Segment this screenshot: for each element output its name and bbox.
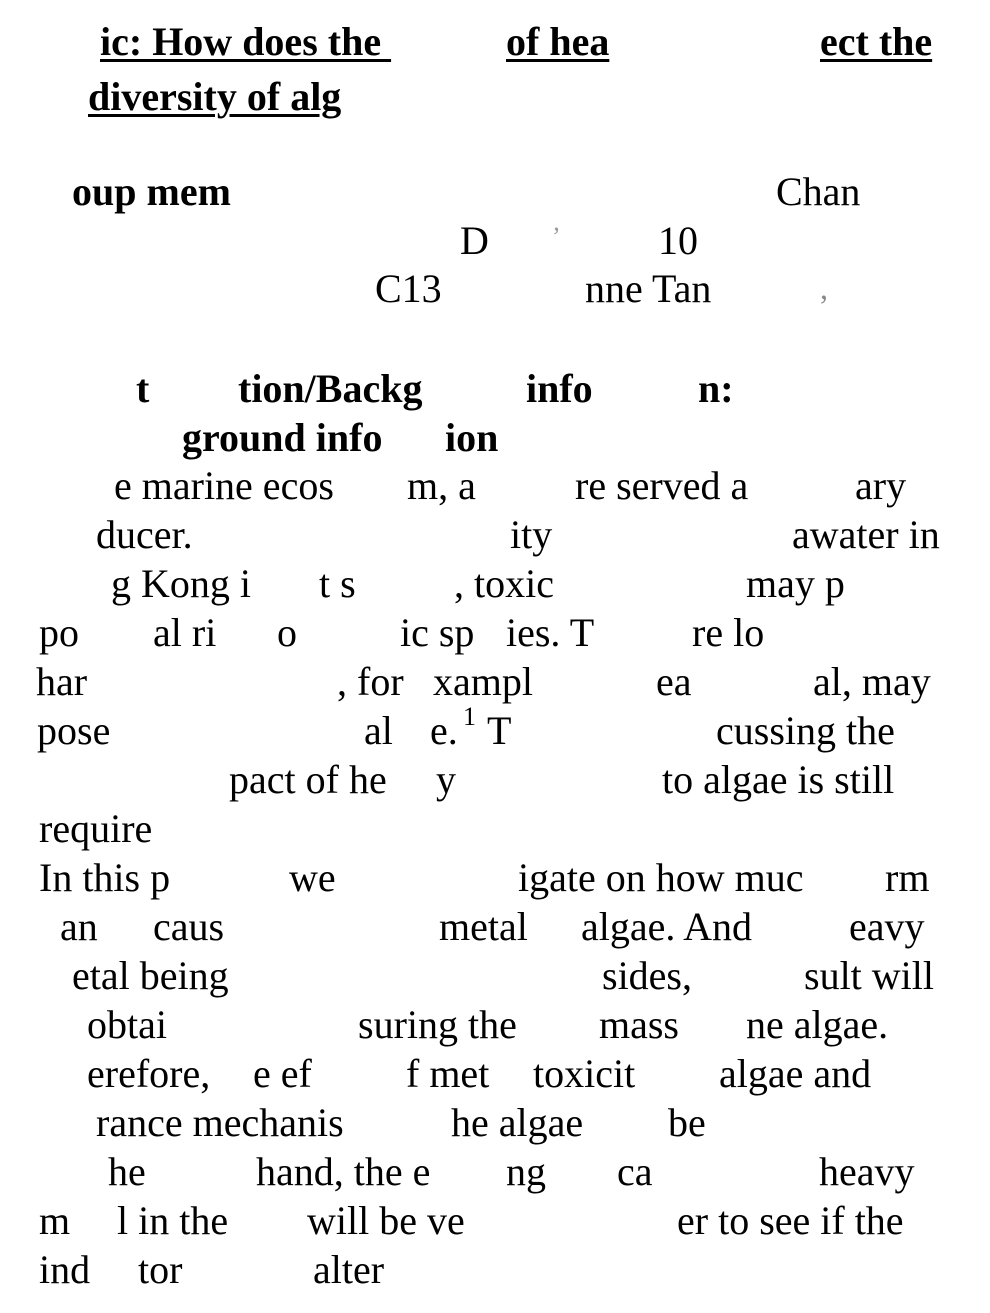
text-fragment: diversity of alg xyxy=(88,74,342,119)
text-fragment: ne algae. xyxy=(746,1002,889,1047)
text-fragment: rm xyxy=(885,855,930,900)
text-fragment: igate on how muc xyxy=(518,855,804,900)
text-fragment: caus xyxy=(153,904,225,949)
body-line xyxy=(0,461,990,510)
body-line xyxy=(0,1147,990,1196)
text-fragment: t xyxy=(136,366,150,411)
text-fragment: har xyxy=(36,659,88,704)
text-fragment: obtai xyxy=(87,1002,167,1047)
text-fragment: tion/Backg xyxy=(238,366,423,411)
text-fragment: ind xyxy=(39,1247,91,1292)
text-fragment: g Kong i xyxy=(111,561,251,606)
text-fragment: l in the xyxy=(117,1198,229,1243)
text-fragment: y xyxy=(436,757,456,802)
body-line xyxy=(0,804,990,853)
text-fragment: al, may xyxy=(813,659,931,704)
text-fragment: re served a xyxy=(575,463,749,508)
text-fragment: al ri xyxy=(153,610,217,655)
text-fragment: algae. And xyxy=(581,904,753,949)
body-line xyxy=(0,1049,990,1098)
text-fragment: sult will xyxy=(804,953,935,998)
text-fragment: awater in xyxy=(792,512,940,557)
text-fragment: D xyxy=(460,218,489,263)
text-fragment: require xyxy=(39,806,153,851)
text-fragment: ary xyxy=(855,463,907,508)
body-line xyxy=(0,1000,990,1049)
group-members-line xyxy=(0,167,990,216)
text-fragment: f met xyxy=(406,1051,490,1096)
text-fragment: , toxic xyxy=(454,561,554,606)
text-fragment: T xyxy=(487,708,512,753)
text-fragment: will be ve xyxy=(307,1198,465,1243)
text-fragment: Chan xyxy=(776,169,861,214)
body-line xyxy=(0,1245,990,1294)
title-line xyxy=(0,17,990,66)
text-fragment: o xyxy=(277,610,297,655)
text-fragment: of hea xyxy=(506,19,610,64)
text-fragment: po xyxy=(39,610,79,655)
text-fragment: hand, the e xyxy=(256,1149,431,1194)
body-line xyxy=(0,559,990,608)
section-heading-line xyxy=(0,364,990,413)
text-fragment: sides, xyxy=(602,953,692,998)
body-line xyxy=(0,951,990,1000)
text-fragment: pact of he xyxy=(229,757,387,802)
text-fragment: rance mechanis xyxy=(96,1100,344,1145)
text-fragment: he xyxy=(108,1149,146,1194)
text-fragment: we xyxy=(289,855,336,900)
text-fragment: metal xyxy=(439,904,528,949)
text-fragment: an xyxy=(60,904,98,949)
text-fragment: suring the xyxy=(358,1002,517,1047)
text-fragment: ground info xyxy=(182,415,383,460)
body-line xyxy=(0,510,990,559)
text-fragment: ic: How does the xyxy=(100,19,392,64)
body-line xyxy=(0,702,990,755)
text-fragment: info xyxy=(526,366,593,411)
text-fragment: t s xyxy=(319,561,356,606)
text-fragment: algae and xyxy=(719,1051,872,1096)
text-fragment: al xyxy=(364,708,393,753)
title-line xyxy=(0,72,990,121)
text-fragment: re lo xyxy=(692,610,765,655)
text-fragment: etal being xyxy=(72,953,229,998)
group-members-line xyxy=(0,216,990,265)
body-line xyxy=(0,608,990,657)
text-fragment: may p xyxy=(746,561,845,606)
text-fragment: cussing the xyxy=(716,708,895,753)
text-fragment: oup mem xyxy=(72,169,231,214)
text-fragment: ca xyxy=(617,1149,653,1194)
text-fragment: ies. T xyxy=(506,610,595,655)
text-fragment: n: xyxy=(698,366,734,411)
text-fragment: nne Tan xyxy=(585,266,712,311)
text-fragment: ion xyxy=(445,415,499,460)
text-fragment: pose xyxy=(37,708,111,753)
text-fragment: ducer. xyxy=(96,512,193,557)
text-fragment: tor xyxy=(138,1247,183,1292)
body-line xyxy=(0,1196,990,1245)
text-fragment: C13 xyxy=(375,266,442,311)
body-line xyxy=(0,1098,990,1147)
text-fragment: e marine ecos xyxy=(114,463,334,508)
text-fragment: ea xyxy=(656,659,692,704)
text-fragment: m, a xyxy=(407,463,476,508)
stray-mark: , xyxy=(820,270,828,306)
body-line xyxy=(0,657,990,706)
text-fragment: e. xyxy=(430,708,458,753)
text-fragment: ic sp xyxy=(400,610,475,655)
text-fragment: heavy xyxy=(819,1149,915,1194)
text-fragment: be xyxy=(668,1100,706,1145)
section-heading-line xyxy=(0,413,990,462)
text-fragment: he algae xyxy=(451,1100,584,1145)
text-fragment: alter xyxy=(313,1247,385,1292)
text-fragment: e ef xyxy=(253,1051,312,1096)
body-line xyxy=(0,853,990,902)
text-fragment: In this p xyxy=(39,855,171,900)
text-fragment: to algae is still xyxy=(662,757,895,802)
text-fragment: m xyxy=(39,1198,71,1243)
text-fragment: ity xyxy=(510,512,553,557)
group-members-line xyxy=(0,264,990,313)
text-fragment: ect the xyxy=(820,19,933,64)
text-fragment: xampl xyxy=(433,659,533,704)
text-fragment: er to see if the xyxy=(677,1198,904,1243)
footnote-superscript: 1 xyxy=(463,702,476,731)
text-fragment: mass xyxy=(599,1002,679,1047)
text-fragment: 10 xyxy=(658,218,698,263)
text-fragment: , for xyxy=(337,659,404,704)
text-fragment: ng xyxy=(506,1149,546,1194)
text-fragment: erefore, xyxy=(87,1051,211,1096)
stray-mark: ’ xyxy=(552,222,561,251)
text-fragment: eavy xyxy=(849,904,925,949)
text-fragment: toxicit xyxy=(533,1051,636,1096)
body-line xyxy=(0,902,990,951)
body-line xyxy=(0,755,990,804)
